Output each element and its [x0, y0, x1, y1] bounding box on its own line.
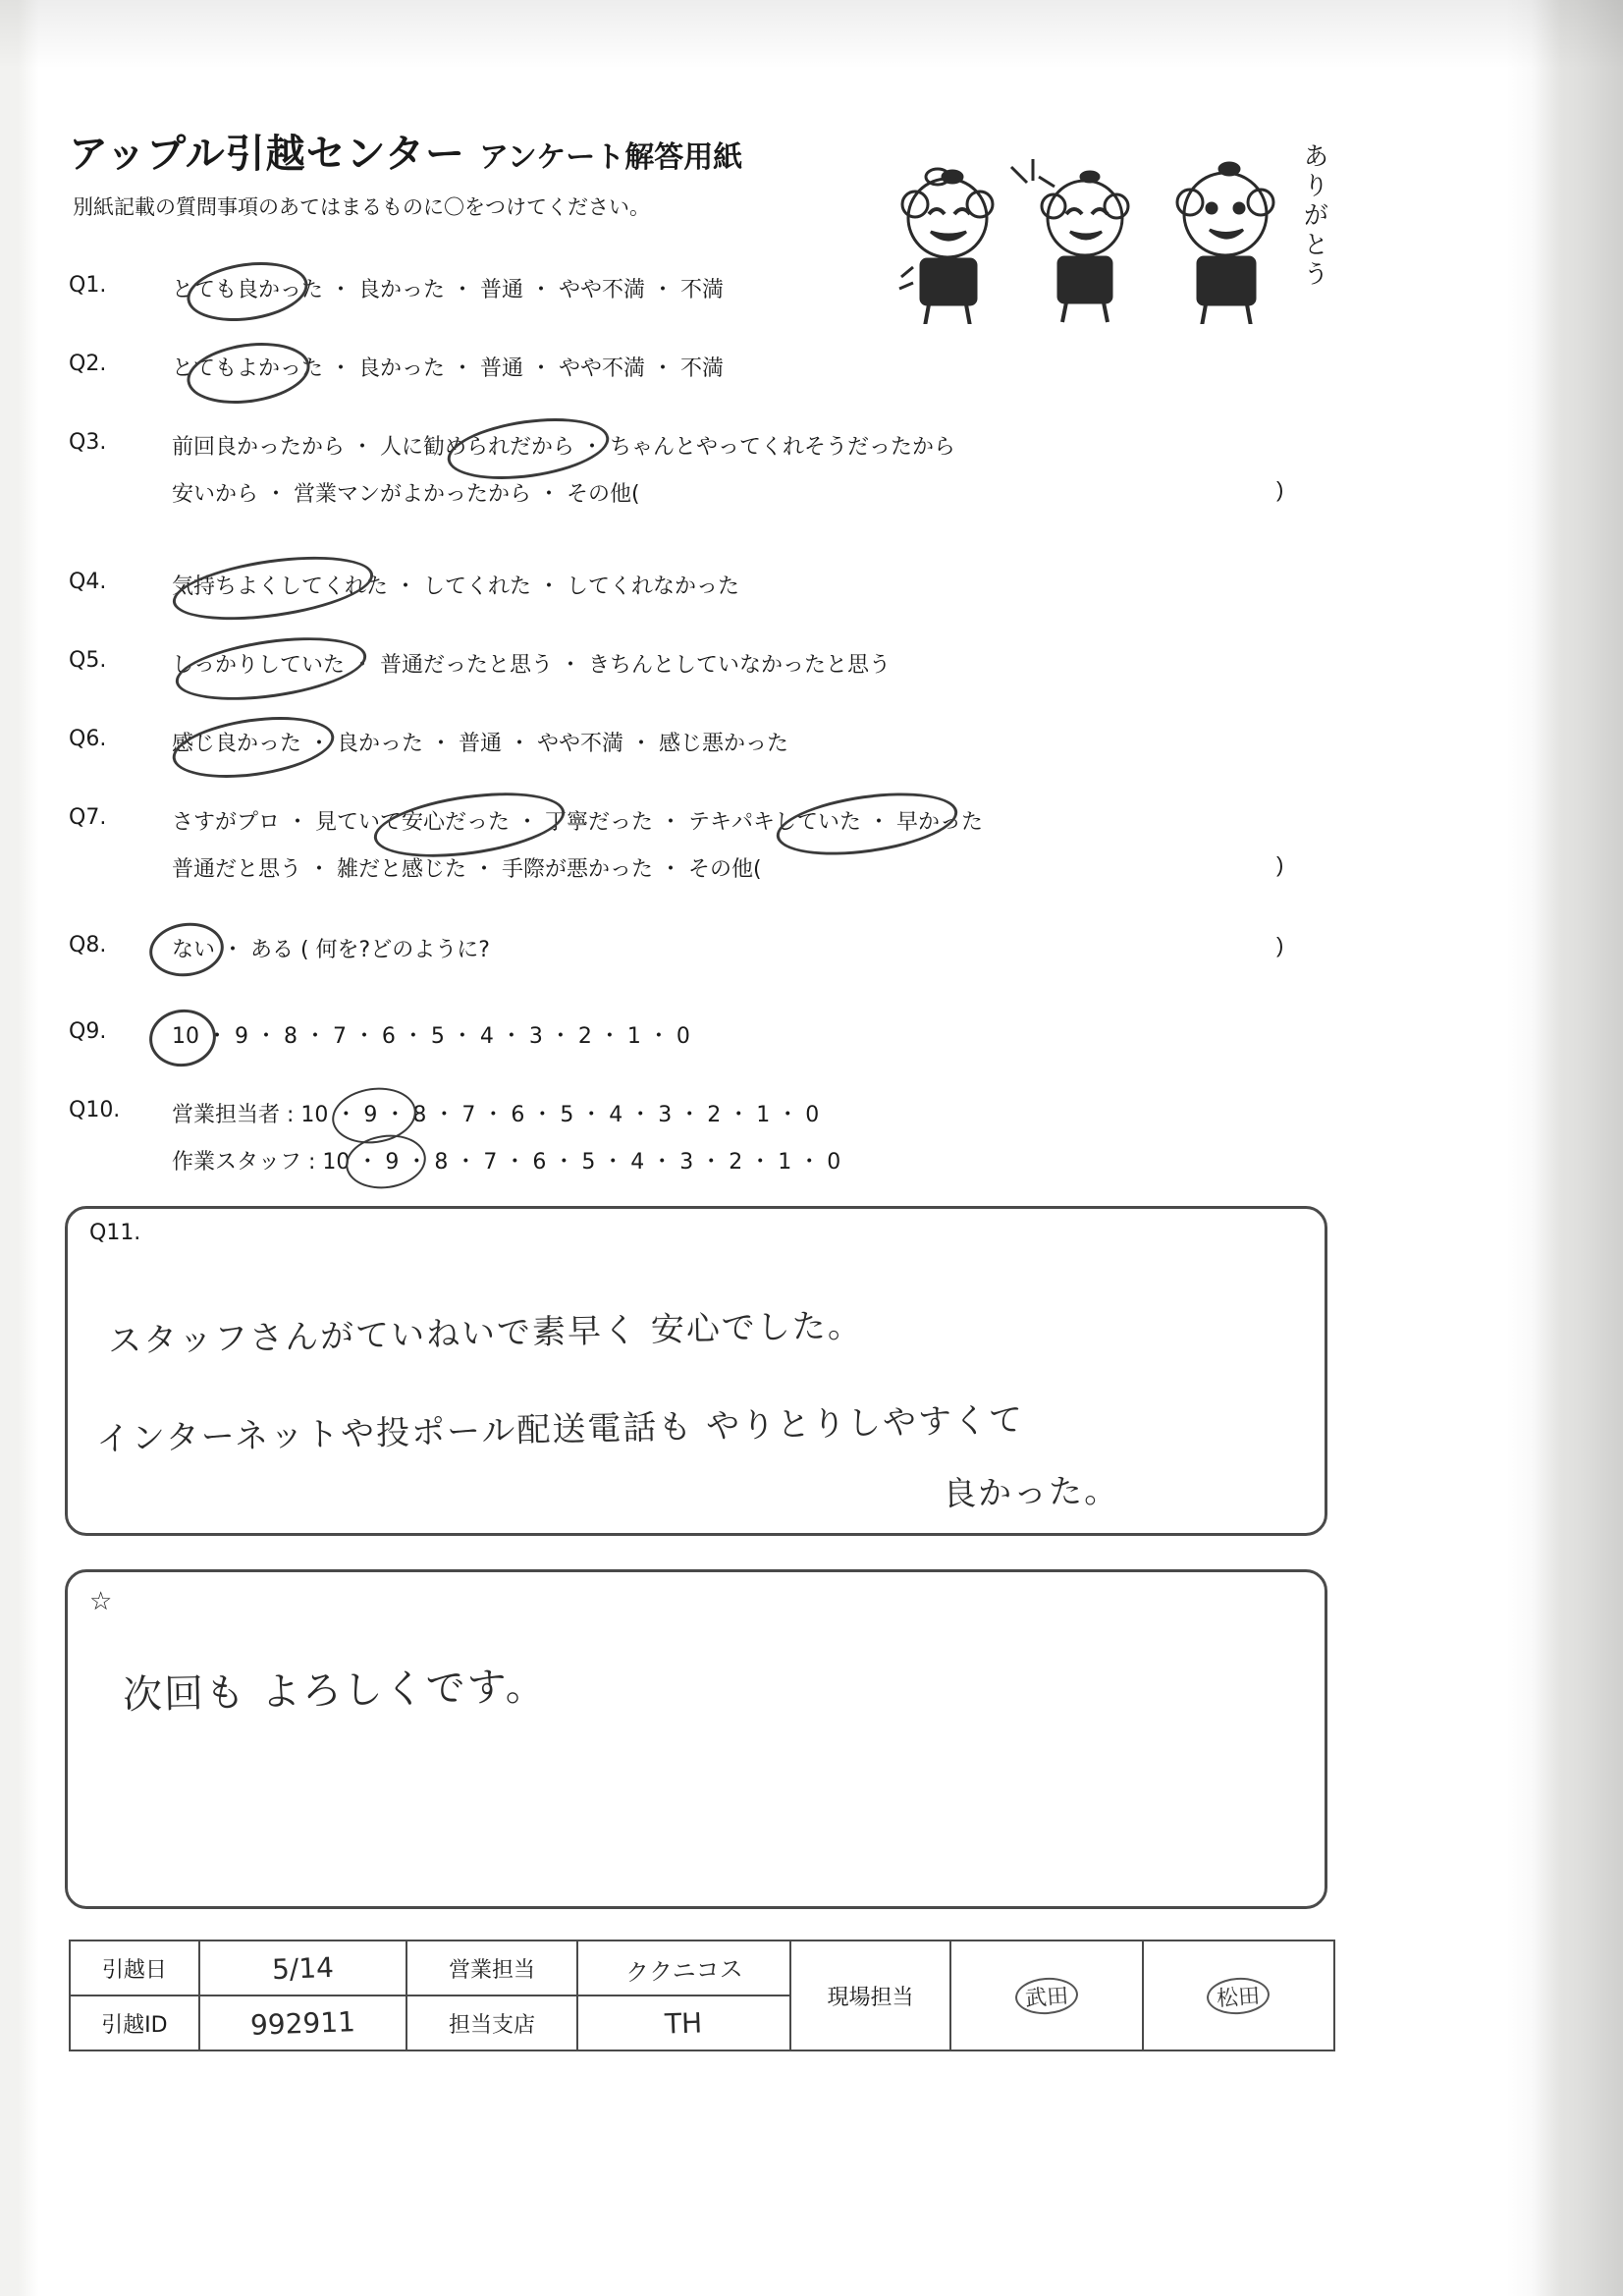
- question-label: Q8.: [69, 933, 107, 957]
- comment-box-q11[interactable]: [65, 1206, 1327, 1536]
- question-label: Q1.: [69, 273, 107, 298]
- answer-mark-q6: [169, 708, 338, 788]
- site-staff-sign-2[interactable]: 松田: [1143, 1941, 1334, 2050]
- q3-paren-close: ): [1276, 477, 1284, 502]
- question-options[interactable]: しっかりしていた ・ 普通だったと思う ・ きちんとしていなかったと思う: [172, 653, 891, 678]
- question-options[interactable]: 前回良かったから ・ 人に勧められだから ・ ちゃんとやってくれそうだったから: [172, 435, 955, 460]
- branch-value[interactable]: TH: [577, 1995, 790, 2050]
- instruction-text: 別紙記載の質問事項のあてはまるものに〇をつけてください。: [73, 195, 650, 219]
- question-label: Q3.: [69, 430, 107, 455]
- q8-paren-close: ): [1276, 933, 1284, 957]
- form-subtitle: アンケート解答用紙: [479, 140, 743, 175]
- comment-box-label: Q11.: [89, 1221, 141, 1245]
- sales-rep-label: 営業担当: [406, 1941, 577, 1995]
- move-date-label: 引越日: [70, 1941, 199, 1995]
- move-id-label: 引越ID: [70, 1995, 199, 2050]
- question-options[interactable]: さすがプロ ・ 見ていて安心だった ・ 丁寧だった ・ テキパキしていた ・ 早かった: [172, 810, 983, 835]
- comment-line-3: 良かった。: [942, 1471, 1120, 1514]
- answer-mark-q7b: [773, 783, 961, 864]
- question-options[interactable]: 10 ・ 9 ・ 8 ・ 7 ・ 6 ・ 5 ・ 4 ・ 3 ・ 2 ・ 1 ・ 0: [172, 1024, 690, 1049]
- question-options-line2[interactable]: 普通だと思う ・ 雑だと感じた ・ 手際が悪かった ・ その他(: [172, 857, 762, 882]
- question-label: Q7.: [69, 805, 107, 830]
- answer-mark-q2: [183, 336, 313, 411]
- question-options-staff[interactable]: 作業スタッフ : 10 ・ 9 ・ 8 ・ 7 ・ 6 ・ 5 ・ 4 ・ 3 ・ 2 ・ 1 ・ 0: [172, 1150, 841, 1175]
- move-date-value[interactable]: 5/14: [199, 1941, 406, 1995]
- question-options-line2[interactable]: 安いから ・ 営業マンがよかったから ・ その他(: [172, 482, 640, 507]
- site-staff-sign-1[interactable]: 武田: [950, 1941, 1142, 2050]
- answer-mark-q9: [145, 1006, 219, 1071]
- q7-paren-close: ): [1276, 852, 1284, 877]
- star-icon: ☆: [89, 1586, 113, 1615]
- thanks-text: ありがとう: [1299, 142, 1328, 290]
- answer-mark-q5: [172, 628, 370, 711]
- answer-mark-q4: [169, 546, 377, 630]
- table-row: [70, 1941, 1334, 1995]
- brand-name: アップル引越センター: [69, 132, 465, 177]
- question-options[interactable]: とても良かった ・ 良かった ・ 普通 ・ やや不満 ・ 不満: [172, 278, 724, 302]
- question-label: Q10.: [69, 1098, 121, 1122]
- scan-edge-shadow-right: [1505, 0, 1623, 2296]
- page-title: [69, 123, 742, 179]
- move-id-value[interactable]: 992911: [199, 1995, 406, 2050]
- question-options[interactable]: ない ・ ある ( 何を?どのように?: [172, 938, 490, 962]
- question-label: Q5.: [69, 648, 107, 673]
- free-comment-box[interactable]: [65, 1569, 1327, 1909]
- footer-table: [69, 1940, 1335, 2051]
- scan-edge-shadow-top: [0, 0, 1623, 69]
- question-label: Q6.: [69, 727, 107, 751]
- question-options[interactable]: 気持ちよくしてくれた ・ してくれた ・ してくれなかった: [172, 574, 739, 599]
- question-options[interactable]: 感じ良かった ・ 良かった ・ 普通 ・ やや不満 ・ 感じ悪かった: [172, 732, 788, 756]
- answer-mark-q1: [184, 255, 312, 329]
- question-label: Q2.: [69, 352, 107, 376]
- question-label: Q4.: [69, 570, 107, 594]
- comment-line-1: スタッフさんがていねいで素早く 安心でした。: [107, 1305, 864, 1362]
- branch-label: 担当支店: [406, 1995, 577, 2050]
- question-options[interactable]: とてもよかった ・ 良かった ・ 普通 ・ やや不満 ・ 不満: [172, 356, 724, 381]
- question-options-sales[interactable]: 営業担当者 : 10 ・ 9 ・ 8 ・ 7 ・ 6 ・ 5 ・ 4 ・ 3 ・ 2 ・ 1 ・ 0: [172, 1103, 820, 1127]
- free-comment-line-1: 次回も よろしくです。: [122, 1664, 548, 1719]
- answer-mark-q8: [146, 918, 228, 981]
- comment-line-2: インターネットや投ポール配送電話も やりとりしやすくて: [95, 1400, 1025, 1459]
- sales-rep-value[interactable]: ククニコス: [577, 1941, 790, 1995]
- question-label: Q9.: [69, 1019, 107, 1044]
- site-staff-label: 現場担当: [790, 1941, 951, 2050]
